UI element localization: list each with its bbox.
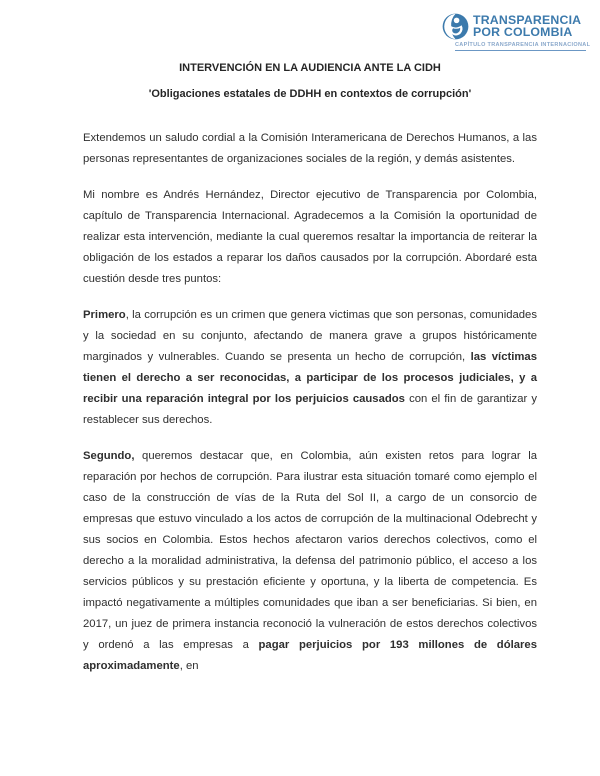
- transparency-globe-person-icon: [442, 13, 469, 40]
- text-run: queremos destacar que, en Colombia, aún existen retos para lograr la reparación por hechos de corrupción. Para ilustrar esta situación tomaré como ejemplo el caso de la construcción de vías de la Ruta del Sol II, a cargo de un consorcio de empresas que estuvo vinculado a los actos de corrupción de la multinacional Odebrecht y sus socios en Colombia. Estos hechos afectaron varios derechos colectivos, como el derecho a la moralidad administrativa, la defensa del patrimonio público, el acceso a los servicios públicos y su prestación eficiente y oportuna, y la liberta de competencia. Es impactó negativamente a múltiples comunidades que iban a ser beneficiarias. Si bien, en 2017, un juez de primera instancia reconoció la vulneración de estos derechos colectivos y ordenó a las empresas a: [83, 450, 537, 651]
- document-subtitle: 'Obligaciones estatales de DDHH en contextos de corrupción': [148, 88, 472, 100]
- logo-row: [442, 13, 586, 40]
- logo-caption: CAPÍTULO TRANSPARENCIA INTERNACIONAL: [455, 42, 591, 48]
- transparencia-por-colombia-logo: [442, 13, 591, 51]
- text-run: Mi nombre es Andrés Hernández, Director ejecutivo de Transparencia por Colombia, capítulo de Transparencia Internacional. Agradecemos a la Comisión la oportunidad de realizar esta intervención, mediante la cual queremos resaltar la importancia de reiterar la obligación de los estados a reparar los daños causados por la corrupción. Abordaré esta cuestión desde tres puntos:: [83, 189, 537, 285]
- logo-wordmark: [473, 15, 581, 38]
- text-run-bold: Segundo,: [83, 450, 135, 462]
- logo-wordmark-line2: POR COLOMBIA: [473, 24, 573, 39]
- paragraph: [83, 128, 537, 170]
- paragraph: [83, 185, 537, 290]
- logo-wordmark-line1: TRANSPARENCIA: [473, 13, 582, 27]
- logo-rule: [455, 50, 586, 51]
- text-run-bold: pagar perjuicios por 193 millones de dólares aproximadamente: [83, 639, 537, 672]
- paragraph: [83, 446, 537, 677]
- text-run-bold: las víctimas tienen el derecho a ser reconocidas, a participar de los procesos judiciales, y a recibir una reparación integral por los perjuicios causados: [83, 351, 537, 405]
- text-run: con el fin de garantizar y restablecer sus derechos.: [83, 393, 537, 426]
- text-run-bold: Primero: [83, 309, 126, 321]
- paragraph: [83, 305, 537, 431]
- text-run: Extendemos un saludo cordial a la Comisión Interamericana de Derechos Humanos, a las personas representantes de organizaciones sociales de la región, y demás asistentes.: [83, 132, 537, 165]
- text-run: , la corrupción es un crimen que genera victimas que son personas, comunidades y la sociedad en su conjunto, afectando de manera grave a grupos históricamente marginados y vulnerables. Cuando se presenta un hecho de corrupción,: [83, 309, 537, 363]
- text-run: , en: [179, 660, 199, 672]
- document-title: INTERVENCIÓN EN LA AUDIENCIA ANTE LA CIDH: [179, 62, 441, 74]
- document-body: [83, 128, 537, 677]
